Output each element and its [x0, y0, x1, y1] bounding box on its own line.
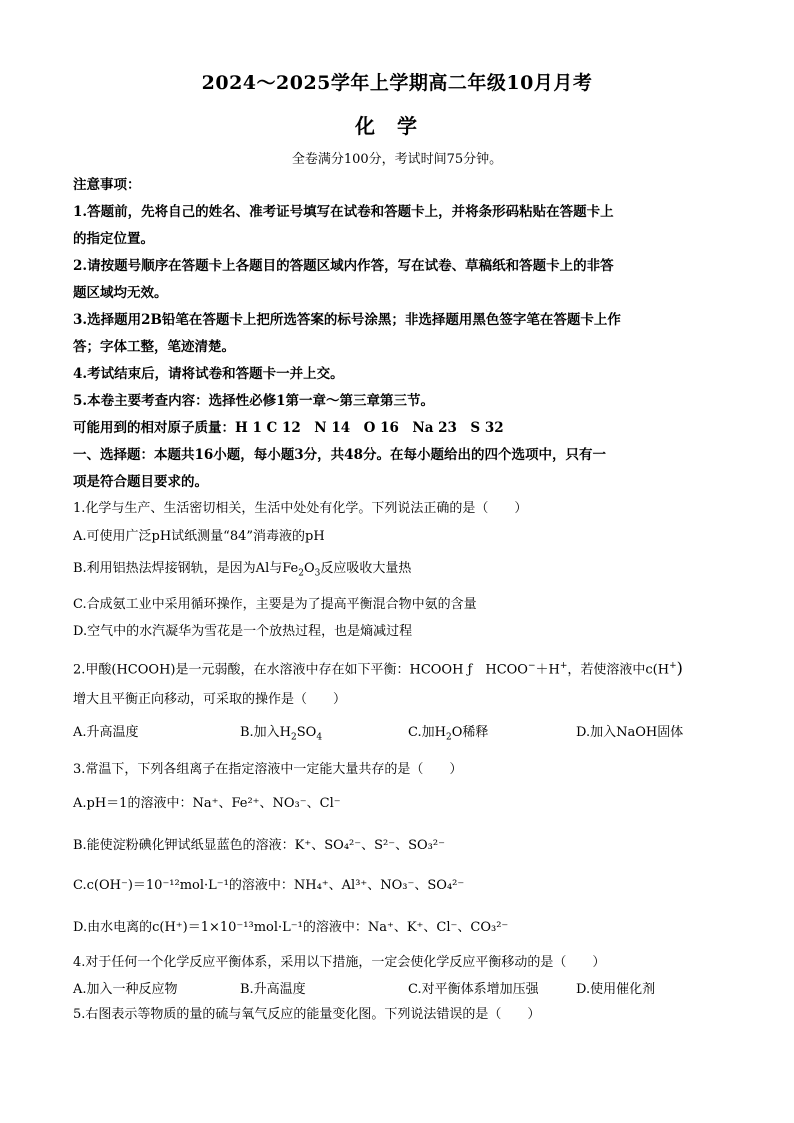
q1-option-b-text-3: 反应吸收大量热 [320, 561, 412, 576]
notice-item-5: 5.本卷主要考查内容：选择性必修1第一章～第三章第三节。 [73, 393, 434, 409]
q2-option-b-sub-1: 2 [291, 732, 297, 743]
q1-option-b [73, 559, 733, 584]
q4-option-a: A.加入一种反应物 [73, 982, 178, 997]
q2-option-b-text-1: B.加入H [240, 725, 292, 740]
q1-option-d: D.空气中的水汽凝华为雪花是一个放热过程，也是熵减过程 [73, 624, 413, 639]
q2-stem-sup-2: + [559, 661, 568, 671]
notice-item-1-line-1: 1.答题前，先将自己的姓名、准考证号填写在试卷和答题卡上，并将条形码粘贴在答题卡上 [73, 204, 614, 220]
q2-stem-sup-3: + [669, 661, 677, 671]
q3-option-a: A.pH＝1的溶液中：Na⁺、Fe²⁺、NO₃⁻、Cl⁻ [73, 796, 341, 811]
q1-option-b-sub-2: 3 [314, 568, 321, 579]
q3-stem: 3.常温下，下列各组离子在指定溶液中一定能大量共存的是（ ） [73, 762, 463, 777]
notice-item-3-line-1: 3.选择题用2B铅笔在答题卡上把所选答案的标号涂黑；非选择题用黑色签字笔在答题卡上作 [73, 312, 621, 328]
exam-meta: 全卷满分100分，考试时间75分钟。 [291, 152, 503, 167]
q4-option-b: B.升高温度 [240, 982, 306, 997]
section-heading-line-1: 一、选择题：本题共16小题，每小题3分，共48分。在每小题给出的四个选项中，只有一 [73, 447, 606, 463]
notice-item-4: 4.考试结束后，请将试卷和答题卡一并上交。 [73, 366, 344, 382]
q2-option-b-sub-2: 4 [316, 732, 323, 743]
q2-stem-line-1 [73, 656, 733, 680]
q2-option-d: D.加入NaOH固体 [576, 725, 684, 740]
section-heading-line-2: 项是符合题目要求的。 [73, 474, 208, 490]
exam-title: 2024～2025学年上学期高二年级10月月考 [201, 72, 593, 94]
q2-stem-text-4: ) [676, 658, 683, 678]
notice-item-2-line-1: 2.请按题号顺序在答题卡上各题目的答题区域内作答，写在试卷、草稿纸和答题卡上的非答 [73, 258, 614, 274]
q2-stem-text-1: 2.甲酸(HCOOH)是一元弱酸，在水溶液中存在如下平衡：HCOOH ƒ HCOO [73, 662, 528, 678]
q3-option-d: D.由水电离的c(H⁺)＝1×10⁻¹³mol·L⁻¹的溶液中：Na⁺、K⁺、Cl⁻、CO₃²⁻ [73, 920, 509, 935]
q2-option-c [408, 723, 488, 748]
notice-item-3-line-2: 答；字体工整，笔迹清楚。 [73, 339, 235, 355]
q2-stem-sup-1: − [527, 661, 536, 671]
q4-option-d: D.使用催化剂 [576, 982, 656, 997]
q2-option-b-text-2: SO [296, 725, 317, 740]
q5-stem: 5.右图表示等物质的量的硫与氧气反应的能量变化图。下列说法错误的是（ ） [73, 1007, 541, 1022]
q2-stem-text-2: ＋H [535, 662, 560, 678]
q4-stem: 4.对于任何一个化学反应平衡体系，采用以下措施，一定会使化学反应平衡移动的是（ ） [73, 955, 606, 970]
q2-option-a: A.升高温度 [73, 725, 139, 740]
q2-option-c-sub-1: 2 [445, 732, 452, 743]
q1-option-a: A.可使用广泛pH试纸测量“84”消毒液的pH [73, 529, 325, 544]
q2-stem-text-3: ，若使溶液中c(H [567, 662, 670, 678]
atomic-mass-line: 可能用到的相对原子质量：H 1 C 12 N 14 O 16 Na 23 S 32 [73, 420, 504, 436]
q1-option-b-sub-1: 2 [298, 568, 304, 579]
subject-title: 化学 [355, 114, 439, 138]
q3-option-b: B.能使淀粉碘化钾试纸显蓝色的溶液：K⁺、SO₄²⁻、S²⁻、SO₃²⁻ [73, 838, 445, 853]
q1-option-c: C.合成氨工业中采用循环操作，主要是为了提高平衡混合物中氨的含量 [73, 597, 477, 612]
q1-option-b-text-1: B.利用铝热法焊接钢轨，是因为Al与Fe [73, 561, 299, 576]
q3-option-c: C.c(OH⁻)＝10⁻¹²mol·L⁻¹的溶液中：NH₄⁺、Al³⁺、NO₃⁻、SO₄²⁻ [73, 878, 465, 893]
q1-stem: 1.化学与生产、生活密切相关，生活中处处有化学。下列说法正确的是（ ） [73, 501, 528, 516]
q4-option-c: C.对平衡体系增加压强 [408, 982, 539, 997]
q2-stem-line-2: 增大且平衡正向移动，可采取的操作是（ ） [73, 692, 347, 707]
notice-item-1-line-2: 的指定位置。 [73, 231, 154, 247]
q2-option-b [240, 723, 322, 748]
q2-option-c-text-2: O稀释 [451, 725, 489, 740]
notice-heading: 注意事项： [73, 177, 141, 193]
q2-option-c-text-1: C.加H [408, 725, 446, 740]
q1-option-b-text-2: O [303, 561, 315, 576]
notice-item-2-line-2: 题区域均无效。 [73, 285, 168, 301]
